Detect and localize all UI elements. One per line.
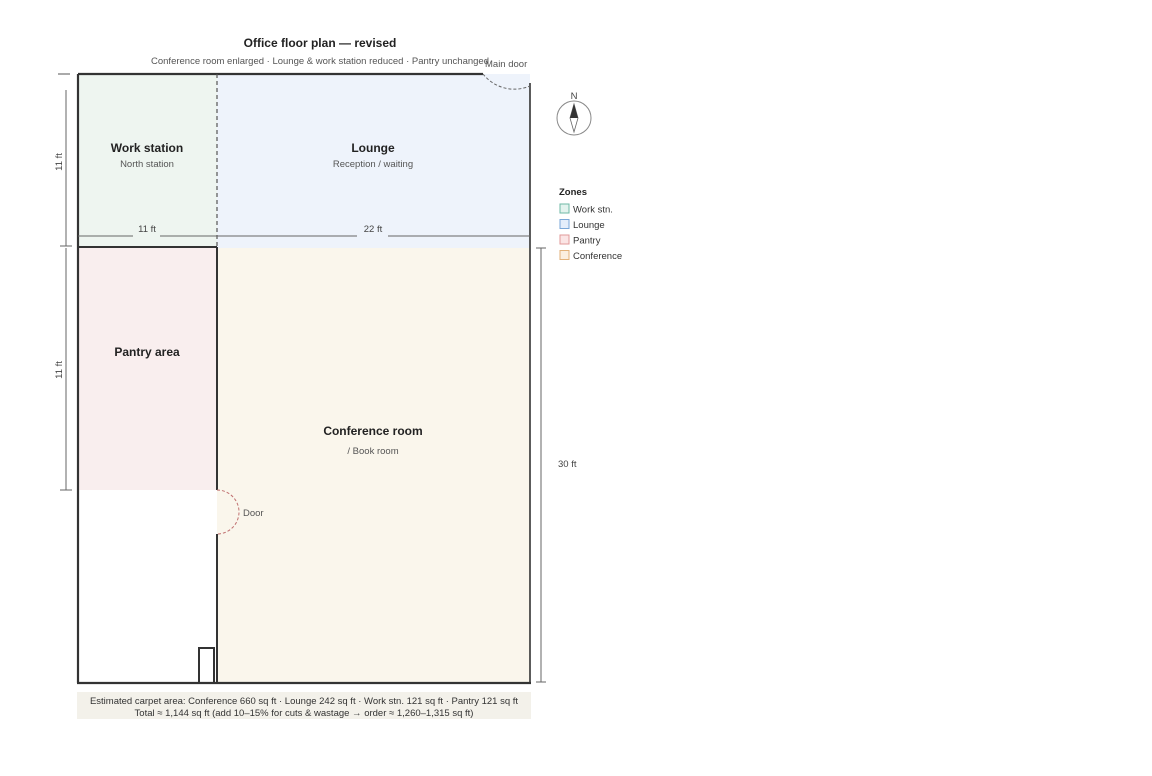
conference-label: Conference room [323, 424, 423, 438]
pantry-zone [78, 247, 217, 490]
conference-sublabel: / Book room [347, 446, 399, 457]
lounge-width-dim: 22 ft [363, 224, 383, 235]
legend-title: Zones [559, 187, 587, 198]
plan-title: Office floor plan — revised [243, 36, 397, 50]
right-height-dim: 30 ft [558, 459, 577, 470]
compass-icon [557, 91, 591, 135]
lounge-sublabel: Reception / waiting [332, 159, 414, 170]
column-notch [199, 648, 214, 683]
legend-swatch [560, 204, 569, 213]
legend [560, 204, 622, 262]
pantry-label: Pantry area [114, 345, 180, 359]
legend-item-label: Conference [573, 251, 623, 262]
conference-zone [217, 248, 530, 682]
pantry-height-dim: 11 ft [54, 361, 65, 379]
legend-swatch [560, 235, 569, 244]
plan-subtitle: Conference room enlarged · Lounge & work station reduced · Pantry unchanged [151, 56, 489, 67]
work-width-dim: 11 ft [138, 224, 156, 235]
legend-item-label: Work stn. [573, 204, 613, 216]
legend-swatch [560, 251, 569, 260]
main-door-label: Main door [485, 59, 528, 70]
lounge-label: Lounge [351, 141, 395, 155]
legend-item-label: Lounge [573, 220, 605, 231]
work-station-sublabel: North station [120, 159, 174, 170]
compass-north-label: N [570, 91, 578, 102]
legend-item-label: Pantry [573, 235, 601, 247]
upper-height-dim: 11 ft [54, 153, 65, 171]
door-label: Door [243, 508, 264, 519]
legend-swatch [560, 220, 569, 229]
footer-line-1: Estimated carpet area: Conference 660 sq ft · Lounge 242 sq ft · Work stn. 121 sq ft · Pantry 121 sq ft [89, 696, 519, 707]
work-station-label: Work station [110, 141, 184, 155]
footer-line-2: Total ≈ 1,144 sq ft (add 10–15% for cuts & wastage → order ≈ 1,260–1,315 sq ft) [134, 708, 474, 719]
